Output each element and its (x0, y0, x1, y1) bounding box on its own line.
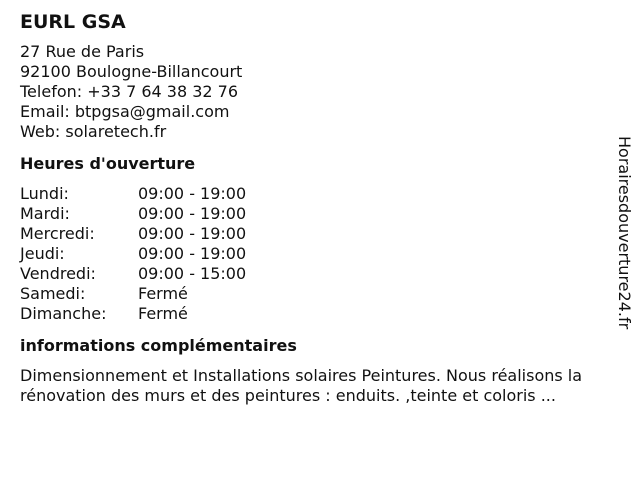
info-title: informations complémentaires (20, 336, 297, 355)
hours-row-sunday (20, 304, 620, 324)
day-label: Lundi: (20, 184, 69, 203)
day-label: Jeudi: (20, 244, 65, 263)
email-line: Email: btpgsa@gmail.com (20, 102, 230, 121)
hours-row-wednesday (20, 224, 620, 244)
time-value: 09:00 - 15:00 (138, 264, 247, 283)
time-value: Fermé (138, 284, 188, 303)
time-value: 09:00 - 19:00 (138, 204, 247, 223)
day-label: Vendredi: (20, 264, 96, 283)
address-line-1: 27 Rue de Paris (20, 42, 145, 61)
hours-row-tuesday (20, 204, 620, 224)
web-line: Web: solaretech.fr (20, 122, 167, 141)
address-line-2: 92100 Boulogne-Billancourt (20, 62, 243, 81)
time-value: Fermé (138, 304, 188, 323)
hours-row-friday (20, 264, 620, 284)
business-name: EURL GSA (20, 11, 126, 33)
time-value: 09:00 - 19:00 (138, 184, 247, 203)
watermark-text: Horairesdouverture24.fr (615, 136, 634, 330)
info-description: Dimensionnement et Installations solaires Peintures. Nous réalisons la rénovation des murs et des peintures : enduits. ,teinte et coloris ... (20, 366, 583, 405)
hours-row-thursday (20, 244, 620, 264)
hours-row-saturday (20, 284, 620, 304)
day-label: Mardi: (20, 204, 70, 223)
phone-line: Telefon: +33 7 64 38 32 76 (20, 82, 239, 101)
day-label: Mercredi: (20, 224, 95, 243)
day-label: Dimanche: (20, 304, 107, 323)
time-value: 09:00 - 19:00 (138, 224, 247, 243)
day-label: Samedi: (20, 284, 86, 303)
hours-title: Heures d'ouverture (20, 154, 196, 173)
time-value: 09:00 - 19:00 (138, 244, 247, 263)
hours-table (20, 184, 620, 324)
business-card (20, 10, 620, 406)
hours-row-monday (20, 184, 620, 204)
